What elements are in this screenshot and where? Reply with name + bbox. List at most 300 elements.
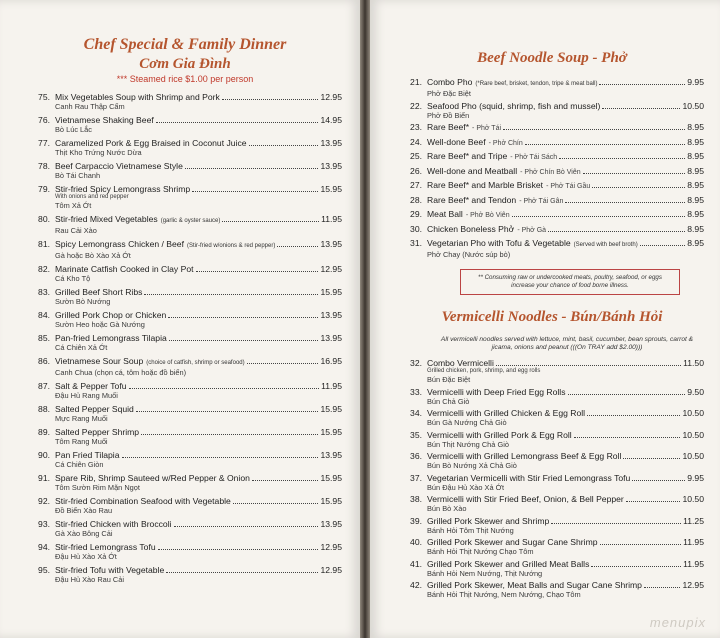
menu-item (28, 356, 342, 377)
menu-item-row (28, 310, 342, 320)
item-price: 14.95 (320, 115, 342, 125)
leader-dots (222, 221, 319, 222)
item-vietnamese-name: Bún Đậu Hủ Xào Xả Ớt (427, 482, 505, 492)
item-name: Vietnamese Sour Soup (55, 356, 144, 366)
item-vietnamese-name: Phở Đồ Biển (427, 110, 470, 120)
menu-item-row (28, 427, 342, 437)
item-price: 11.95 (321, 214, 342, 224)
item-number: 80. (38, 214, 50, 224)
menu-item-row (400, 559, 704, 569)
vermicelli-title: Vermicelli Noodles - Bún/Bánh Hỏi (441, 309, 663, 325)
menu-item (28, 542, 342, 561)
item-price: 15.95 (320, 473, 342, 483)
menu-item (400, 494, 704, 513)
item-vietnamese-name: Sườn Heo hoặc Gà Nướng (55, 320, 145, 329)
item-number: 87. (38, 381, 50, 391)
item-price: 11.25 (683, 515, 704, 526)
menu-item (28, 184, 342, 210)
item-vietnamese-name: Bún Thịt Nướng Chả Giò (427, 439, 509, 449)
item-name: Grilled Pork Skewer and Sugar Cane Shrimp (427, 537, 598, 547)
item-vietnamese-name: Tôm Sườn Rim Mặn Ngọt (55, 483, 140, 492)
menu-item (400, 408, 704, 427)
item-vietnamese-name: - Phở Tái Gầu (546, 183, 591, 190)
item-name: Stir-fried Chicken with Broccoli (55, 519, 172, 529)
item-vietnamese-name: Gà hoặc Bò Xào Xả Ớt (55, 251, 131, 260)
leader-dots (503, 129, 685, 130)
menu-item (400, 195, 704, 207)
menu-item-row (400, 209, 704, 221)
leader-dots (144, 294, 318, 295)
leader-dots (602, 108, 680, 109)
leader-dots (626, 501, 681, 502)
item-number: 84. (38, 310, 50, 320)
item-name: Spare Rib, Shrimp Sauteed w/Red Pepper & Onion (55, 473, 250, 483)
item-price: 8.95 (687, 223, 704, 234)
food-warning-box: ** Consuming raw or undercooked meats, poultry, seafood, or eggs increase your chance of food borne illness. (460, 269, 680, 295)
menu-item-row (400, 224, 704, 236)
item-price: 8.95 (687, 194, 704, 205)
item-price: 13.95 (320, 310, 342, 320)
item-price: 13.95 (320, 450, 342, 460)
item-vietnamese-name: - Phở Chín (488, 139, 523, 147)
item-vietnamese-name: Canh Rau Thập Cẩm (55, 102, 125, 111)
item-detail: (Stir-fried w/onions & red pepper) (186, 243, 276, 249)
leader-dots (156, 122, 319, 123)
item-detail: (Served with beef broth) (573, 242, 638, 248)
menu-item (400, 101, 704, 120)
menu-item (400, 77, 704, 98)
item-number: 30. (410, 223, 422, 234)
item-name: Chicken Boneless Phở (427, 223, 515, 234)
item-number: 34. (410, 408, 422, 418)
menu-item-row (28, 214, 342, 226)
item-number: 90. (38, 450, 50, 460)
item-price: 8.95 (687, 136, 704, 147)
menu-item-row (400, 166, 704, 178)
menu-item-row (28, 138, 342, 148)
item-name: Vermicelli with Stir Fried Beef, Onion, & Bell Pepper (427, 494, 624, 504)
menu-item-row (400, 180, 704, 192)
item-number: 22. (410, 100, 422, 111)
menu-item-row (400, 473, 704, 483)
item-vietnamese-name: Bún Bò Xào (427, 504, 467, 513)
item-price: 10.50 (682, 100, 704, 111)
menu-item-row (400, 137, 704, 149)
item-number: 27. (410, 180, 422, 190)
item-number: 35. (410, 429, 422, 440)
item-number: 83. (38, 287, 50, 297)
leader-dots (158, 549, 319, 550)
leader-dots (525, 144, 685, 145)
item-price: 16.95 (320, 356, 342, 366)
leader-dots (574, 437, 681, 438)
item-price: 9.95 (687, 77, 704, 87)
leader-dots (122, 457, 319, 458)
item-price: 10.50 (682, 451, 704, 461)
leader-dots (174, 526, 319, 527)
item-vietnamese-name: Sườn Bò Nướng (55, 297, 111, 306)
menu-item-row (28, 473, 342, 483)
item-vietnamese-name: Tôm Xả Ớt (55, 201, 92, 210)
item-name: Salted Pepper Shrimp (55, 427, 140, 437)
item-name: Stir-fried Mixed Vegetables (55, 214, 158, 224)
item-name: Vietnamese Shaking Beef (55, 115, 154, 125)
item-name: Combo Vermicelli (427, 358, 494, 368)
menu-item (28, 473, 342, 492)
leader-dots (169, 340, 319, 341)
item-price: 12.95 (320, 565, 342, 575)
leader-dots (247, 363, 319, 364)
item-name: Salted Pepper Squid (55, 404, 134, 414)
chef-special-subtitle: Cơm Gia Đình (139, 56, 231, 72)
menu-item (400, 224, 704, 236)
menu-item-row (400, 516, 704, 526)
menu-item-row (28, 404, 342, 414)
menu-item (28, 450, 342, 469)
item-price: 8.95 (687, 180, 704, 190)
item-price: 9.50 (687, 386, 704, 397)
item-price: 13.95 (320, 333, 342, 343)
item-vietnamese-name: Bánh Hỏi Thịt Nướng, Nem Nướng, Chạo Tôm (427, 590, 581, 599)
item-price: 13.95 (320, 239, 342, 249)
menu-item (400, 537, 704, 556)
item-name: Meat Ball (427, 209, 463, 219)
item-name: Rare Beef* and Tripe (427, 151, 508, 161)
menu-item (28, 161, 342, 180)
menu-item (28, 310, 342, 329)
menu-item (28, 239, 342, 260)
item-number: 31. (410, 238, 422, 248)
menu-item-row (400, 358, 704, 368)
item-price: 11.95 (321, 381, 342, 391)
item-price: 13.95 (320, 161, 342, 171)
item-vietnamese-name: Cá Chiên Xả Ớt (55, 343, 108, 352)
leader-dots (277, 246, 318, 247)
item-number: 37. (410, 472, 422, 483)
item-number: 28. (410, 194, 422, 205)
item-name: Pan-fried Lemongrass Tilapia (55, 333, 167, 343)
menu-item (400, 358, 704, 384)
item-vietnamese-name: Đậu Hủ Xào Rau Cải (55, 575, 125, 584)
item-name: Combo Pho (427, 77, 473, 87)
menu-item-row (28, 333, 342, 343)
item-name: Seafood Pho (squid, shrimp, fish and mussel) (427, 100, 601, 111)
item-number: 92. (38, 496, 50, 506)
item-description: With onions and red pepper (55, 194, 129, 200)
item-number: 95. (38, 565, 50, 575)
leader-dots (249, 145, 319, 146)
menu-item (28, 565, 342, 584)
item-name: Grilled Beef Short Ribs (55, 287, 143, 297)
item-name: Rare Beef* (427, 122, 470, 132)
item-number: 93. (38, 519, 50, 529)
item-name: Grilled Pork Skewer and Shrimp (427, 515, 550, 526)
menu-item-row (400, 451, 704, 461)
item-price: 8.95 (687, 122, 704, 132)
item-number: 88. (38, 404, 50, 414)
menu-item (28, 264, 342, 283)
item-name: Vegetarian Pho with Tofu & Vegetable (427, 238, 571, 248)
item-price: 13.95 (320, 519, 342, 529)
leader-dots (192, 191, 318, 192)
leader-dots (565, 202, 685, 203)
item-vietnamese-name: Bò Lúc Lắc (55, 125, 92, 134)
menu-item-row (400, 122, 704, 134)
item-name: Vermicelli with Deep Fried Egg Rolls (427, 386, 566, 397)
leader-dots (548, 231, 685, 232)
leader-dots (233, 503, 319, 504)
item-number: 23. (410, 122, 422, 132)
item-name: Caramelized Pork & Egg Braised in Coconut Juice (55, 138, 247, 148)
item-price: 12.95 (682, 580, 704, 590)
item-vietnamese-name: Canh Chua (chọn cá, tôm hoặc đồ biển) (55, 368, 187, 377)
item-price: 11.95 (683, 537, 704, 547)
item-vietnamese-name: Bánh Hỏi Tôm Thịt Nướng (427, 525, 514, 535)
item-number: 85. (38, 333, 50, 343)
item-price: 13.95 (320, 138, 342, 148)
menu-item (28, 138, 342, 157)
menu-item (400, 151, 704, 163)
item-price: 8.95 (687, 238, 704, 248)
item-name: Grilled Pork Skewer, Meat Balls and Sugar Cane Shrimp (427, 580, 642, 590)
leader-dots (600, 544, 682, 545)
leader-dots (591, 566, 681, 567)
item-vietnamese-name: Phở Chay (Nước súp bò) (427, 250, 511, 259)
item-name: Vermicelli with Grilled Chicken & Egg Roll (427, 408, 586, 418)
leader-dots (496, 365, 681, 366)
menu-item (28, 92, 342, 111)
item-number: 21. (410, 77, 422, 87)
item-name: Beef Carpaccio Vietnamese Style (55, 161, 183, 171)
menu-item (28, 519, 342, 538)
leader-dots (222, 99, 319, 100)
leader-dots (644, 587, 681, 588)
item-name: Marinate Catfish Cooked in Clay Pot (55, 264, 194, 274)
menu-item-row (28, 450, 342, 460)
item-vietnamese-name: Tôm Rang Muối (55, 437, 108, 446)
item-name: Rare Beef* and Tendon (427, 194, 517, 205)
menu-item-row (28, 381, 342, 391)
item-vietnamese-name: - Phở Tái (472, 125, 502, 132)
menu-item (400, 473, 704, 492)
menu-item (400, 122, 704, 134)
item-name: Grilled Pork Skewer and Grilled Meat Balls (427, 558, 590, 569)
item-number: 82. (38, 264, 50, 274)
item-price: 10.50 (682, 408, 704, 418)
item-number: 36. (410, 451, 422, 461)
item-number: 91. (38, 473, 50, 483)
item-price: 12.95 (320, 264, 342, 274)
item-vietnamese-name: Mực Rang Muối (55, 414, 108, 423)
right-menu-page (370, 0, 720, 638)
leader-dots (592, 187, 685, 188)
menu-item (400, 166, 704, 178)
item-number: 86. (38, 356, 50, 366)
menu-item (400, 387, 704, 406)
item-number: 24. (410, 136, 422, 147)
item-price: 11.50 (683, 358, 704, 368)
item-number: 78. (38, 161, 50, 171)
leader-dots (196, 271, 319, 272)
item-number: 25. (410, 151, 422, 161)
menu-item (400, 137, 704, 149)
item-detail: (choice of catfish, shrimp or seafood) (146, 360, 245, 366)
item-name: Stir-fried Tofu with Vegetable (55, 565, 165, 575)
vermicelli-list (400, 358, 704, 599)
item-vietnamese-name: Bò Tái Chanh (55, 171, 101, 180)
item-price: 11.95 (683, 558, 704, 569)
menu-item-row (28, 264, 342, 274)
item-name: Well-done and Meatball (427, 165, 518, 176)
menu-item-row (400, 151, 704, 163)
leader-dots (512, 216, 686, 217)
leader-dots (583, 173, 686, 174)
menu-item-row (28, 496, 342, 506)
menu-item-row (28, 92, 342, 102)
menu-item-row (28, 115, 342, 125)
menu-item-row (400, 537, 704, 547)
item-vietnamese-name: - Phở Gà (517, 226, 547, 234)
item-detail: (garlic & oyster sauce) (160, 218, 221, 224)
leader-dots (136, 411, 319, 412)
item-price: 15.95 (320, 427, 342, 437)
menu-item (400, 209, 704, 221)
item-name: Pan Fried Tilapia (55, 450, 120, 460)
menupix-watermark: menupix (649, 615, 706, 630)
item-detail: (*Rare beef, brisket, tendon, tripe & meat ball) (475, 81, 598, 87)
item-number: 39. (410, 515, 422, 526)
item-name: Salt & Pepper Tofu (55, 381, 127, 391)
leader-dots (623, 458, 680, 459)
menu-item-row (28, 184, 342, 194)
leader-dots (252, 480, 319, 481)
item-price: 8.95 (687, 165, 704, 176)
leader-dots (632, 480, 685, 481)
item-vietnamese-name: Bún Gà Nướng Chả Giò (427, 418, 507, 427)
menu-item (28, 287, 342, 306)
item-number: 41. (410, 558, 422, 569)
menu-item-row (400, 238, 704, 250)
item-vietnamese-name: Bún Chả Giò (427, 396, 470, 406)
menu-item (28, 214, 342, 235)
menu-item (400, 430, 704, 449)
item-number: 81. (38, 239, 50, 249)
item-name: Mix Vegetables Soup with Shrimp and Pork (55, 92, 220, 102)
leader-dots (168, 317, 318, 318)
menu-item-row (28, 161, 342, 171)
menu-item-row (400, 77, 704, 89)
item-vietnamese-name: Đồ Biển Xào Rau (55, 506, 113, 515)
item-number: 76. (38, 115, 50, 125)
item-vietnamese-name: Bánh Hỏi Nem Nướng, Thịt Nướng (427, 568, 543, 578)
item-number: 38. (410, 494, 422, 504)
menu-item (400, 516, 704, 535)
menu-item (28, 333, 342, 352)
menu-item (28, 381, 342, 400)
menu-item-row (28, 542, 342, 552)
menu-item-row (28, 519, 342, 529)
item-number: 94. (38, 542, 50, 552)
item-name: Vermicelli with Grilled Lemongrass Beef & Egg Roll (427, 451, 622, 461)
leader-dots (185, 168, 319, 169)
item-name: Well-done Beef (427, 136, 486, 147)
menu-item-row (400, 387, 704, 397)
menu-item-row (400, 494, 704, 504)
item-name: Stir-fried Combination Seafood with Vegetable (55, 496, 231, 506)
item-vietnamese-name: Bánh Hỏi Thịt Nướng Chạo Tôm (427, 547, 534, 556)
item-vietnamese-name: - Phở Chín Bò Viên (520, 168, 581, 176)
item-price: 15.95 (320, 184, 342, 194)
item-vietnamese-name: Đậu Hủ Xào Xả Ớt (55, 552, 117, 561)
leader-dots (599, 84, 685, 85)
item-name: Stir-fried Spicy Lemongrass Shrimp (55, 184, 191, 194)
item-vietnamese-name: Thịt Kho Trứng Nước Dừa (55, 148, 142, 157)
steamed-rice-note: *** Steamed rice $1.00 per person (116, 74, 254, 84)
menu-item-row (400, 195, 704, 207)
menu-item (400, 559, 704, 578)
item-number: 33. (410, 386, 422, 397)
item-description: Grilled chicken, pork, shrimp, and egg rolls (427, 368, 541, 374)
item-price: 12.95 (320, 542, 342, 552)
item-price: 8.95 (687, 209, 704, 219)
item-name: Spicy Lemongrass Chicken / Beef (55, 239, 184, 249)
item-vietnamese-name: - Phở Tái Gân (519, 197, 564, 205)
leader-dots (559, 158, 685, 159)
item-number: 32. (410, 358, 422, 368)
menu-item-row (28, 287, 342, 297)
menu-item (400, 580, 704, 599)
item-price: 9.95 (687, 472, 704, 483)
item-vietnamese-name: Gà Xào Bông Cải (55, 529, 113, 538)
item-vietnamese-name: Cá Kho Tộ (55, 274, 91, 283)
chef-special-list (28, 92, 342, 584)
item-vietnamese-name: Bún Bò Nướng Xả Chả Giò (427, 461, 517, 470)
item-number: 42. (410, 580, 422, 590)
leader-dots (551, 523, 681, 524)
item-vietnamese-name: Cá Chiên Giòn (55, 460, 104, 469)
item-price: 8.95 (687, 151, 704, 161)
item-name: Rare Beef* and Marble Brisket (427, 180, 544, 190)
menu-item-row (400, 101, 704, 111)
item-price: 12.95 (320, 92, 342, 102)
menu-item-row (400, 580, 704, 590)
leader-dots (166, 572, 318, 573)
item-vietnamese-name: Bún Đặc Biệt (427, 375, 471, 384)
menu-item-row (400, 430, 704, 440)
item-price: 10.50 (682, 429, 704, 440)
item-price: 15.95 (320, 287, 342, 297)
item-vietnamese-name: Rau Cải Xào (55, 226, 97, 235)
menu-item (28, 496, 342, 515)
leader-dots (568, 394, 686, 395)
item-number: 29. (410, 209, 422, 219)
item-vietnamese-name: - Phở Bò Viên (465, 212, 510, 219)
menu-item (28, 404, 342, 423)
item-number: 40. (410, 537, 422, 547)
menu-item (400, 238, 704, 259)
menu-item (28, 427, 342, 446)
item-number: 89. (38, 427, 50, 437)
item-name: Vermicelli with Grilled Pork & Egg Roll (427, 429, 572, 440)
chef-special-title: Chef Special & Family Dinner (83, 36, 287, 53)
item-vietnamese-name: - Phở Tái Sách (510, 154, 558, 161)
item-price: 15.95 (320, 496, 342, 506)
item-name: Stir-fried Lemongrass Tofu (55, 542, 156, 552)
leader-dots (640, 245, 686, 246)
menu-item-row (28, 239, 342, 251)
menu-item-row (28, 565, 342, 575)
item-price: 10.50 (682, 494, 704, 504)
